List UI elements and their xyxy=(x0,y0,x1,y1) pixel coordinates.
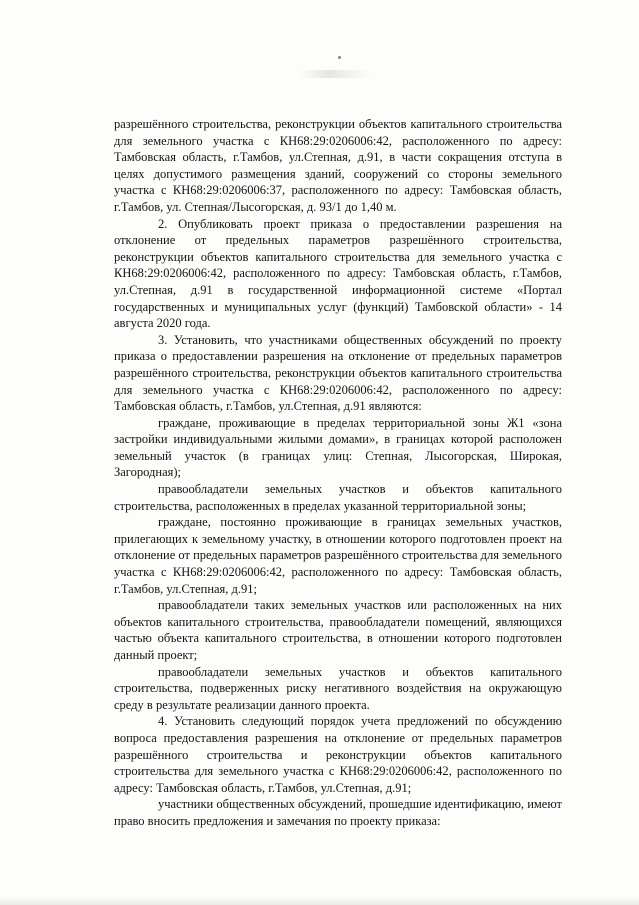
document-body xyxy=(114,116,562,830)
participants-adjacent-residents: граждане, постоянно проживающие в границах земельных участков, прилегающих к земельному участку, в отношении которого подготовлен проект на отклонение от предельных параметров разрешённого строительства для земельного участка с КН68:29:0206006:42, расположенного по адресу: Тамбовская область, г.Тамбов, ул.Степная, д.91; xyxy=(114,515,562,596)
participants-environment-risk: правообладатели земельных участков и объектов капитального строительства, подверженных риску негативного воздействия на окружающую среду в результате реализации данного проекта. xyxy=(114,664,562,712)
paragraph-item-2: 2. Опубликовать проект приказа о предоставлении разрешения на отклонение от предельных параметров разрешённого строительства, реконструкции объектов капитального строительства для земельного участка с КН68:29:0206006:42, расположенного по адресу: Тамбовская область, г.Тамбов, ул.Степная, д.91 в государственной информационной системе «Портал государственных и муниципальных услуг (функций) Тамбовской области» - 14 августа 2020 года. xyxy=(114,216,562,331)
scan-artifact xyxy=(300,70,370,78)
participants-rights: участники общественных обсуждений, прошедшие идентификацию, имеют право вносить предложения и замечания по проекту приказа: xyxy=(114,797,562,828)
participants-rightholders-premises: правообладатели таких земельных участков или расположенных на них объектов капитального строительства, правообладатели помещений, являющихся частью объекта капитального строительства, в отношении которого подготовлен данный проект; xyxy=(114,598,562,662)
participants-rightholders-zone: правообладатели земельных участков и объектов капитального строительства, расположенных в пределах указанной территориальной зоны; xyxy=(114,482,562,513)
paragraph-item-4: 4. Установить следующий порядок учета предложений по обсуждению вопроса предоставления разрешения на отклонение от предельных параметров разрешённого строительства и реконструкции объектов капитального строительства для земельного участка с КН68:29:0206006:42, расположенного по адресу: Тамбовская область, г.Тамбов, ул.Степная, д.91; xyxy=(114,714,562,795)
participants-residents: граждане, проживающие в пределах территориальной зоны Ж1 «зона застройки индивидуальными жилыми домами», в границах которой расположен земельный участок (в границах улиц: Степная, Лысогорская, Широкая, Загородная); xyxy=(114,415,562,480)
scan-bottom-edge xyxy=(0,897,639,905)
scan-artifact-dot xyxy=(338,56,341,59)
paragraph-item-3: 3. Установить, что участниками общественных обсуждений по проекту приказа о предоставлении разрешения на отклонение от предельных параметров разрешённого строительства, реконструкции объектов капитального строительства для земельного участка с КН68:29:0206006:42, расположенного по адресу: Тамбовская область, г.Тамбов, ул.Степная, д.91 являются: xyxy=(114,332,562,414)
paragraph-continuation: разрешённого строительства, реконструкции объектов капитального строительства для земельного участка с КН68:29:0206006:42, расположенного по адресу: Тамбовская область, г.Тамбов, ул.Степная, д.91, в части сокращения отступа в целях допустимого размещения зданий, сооружений со стороны земельного участка с КН68:29:0206006:37, расположенного по адресу: Тамбовская область, г.Тамбов, ул. Степная/Лысогорская, д. 93/1 до 1,40 м. xyxy=(114,117,562,214)
